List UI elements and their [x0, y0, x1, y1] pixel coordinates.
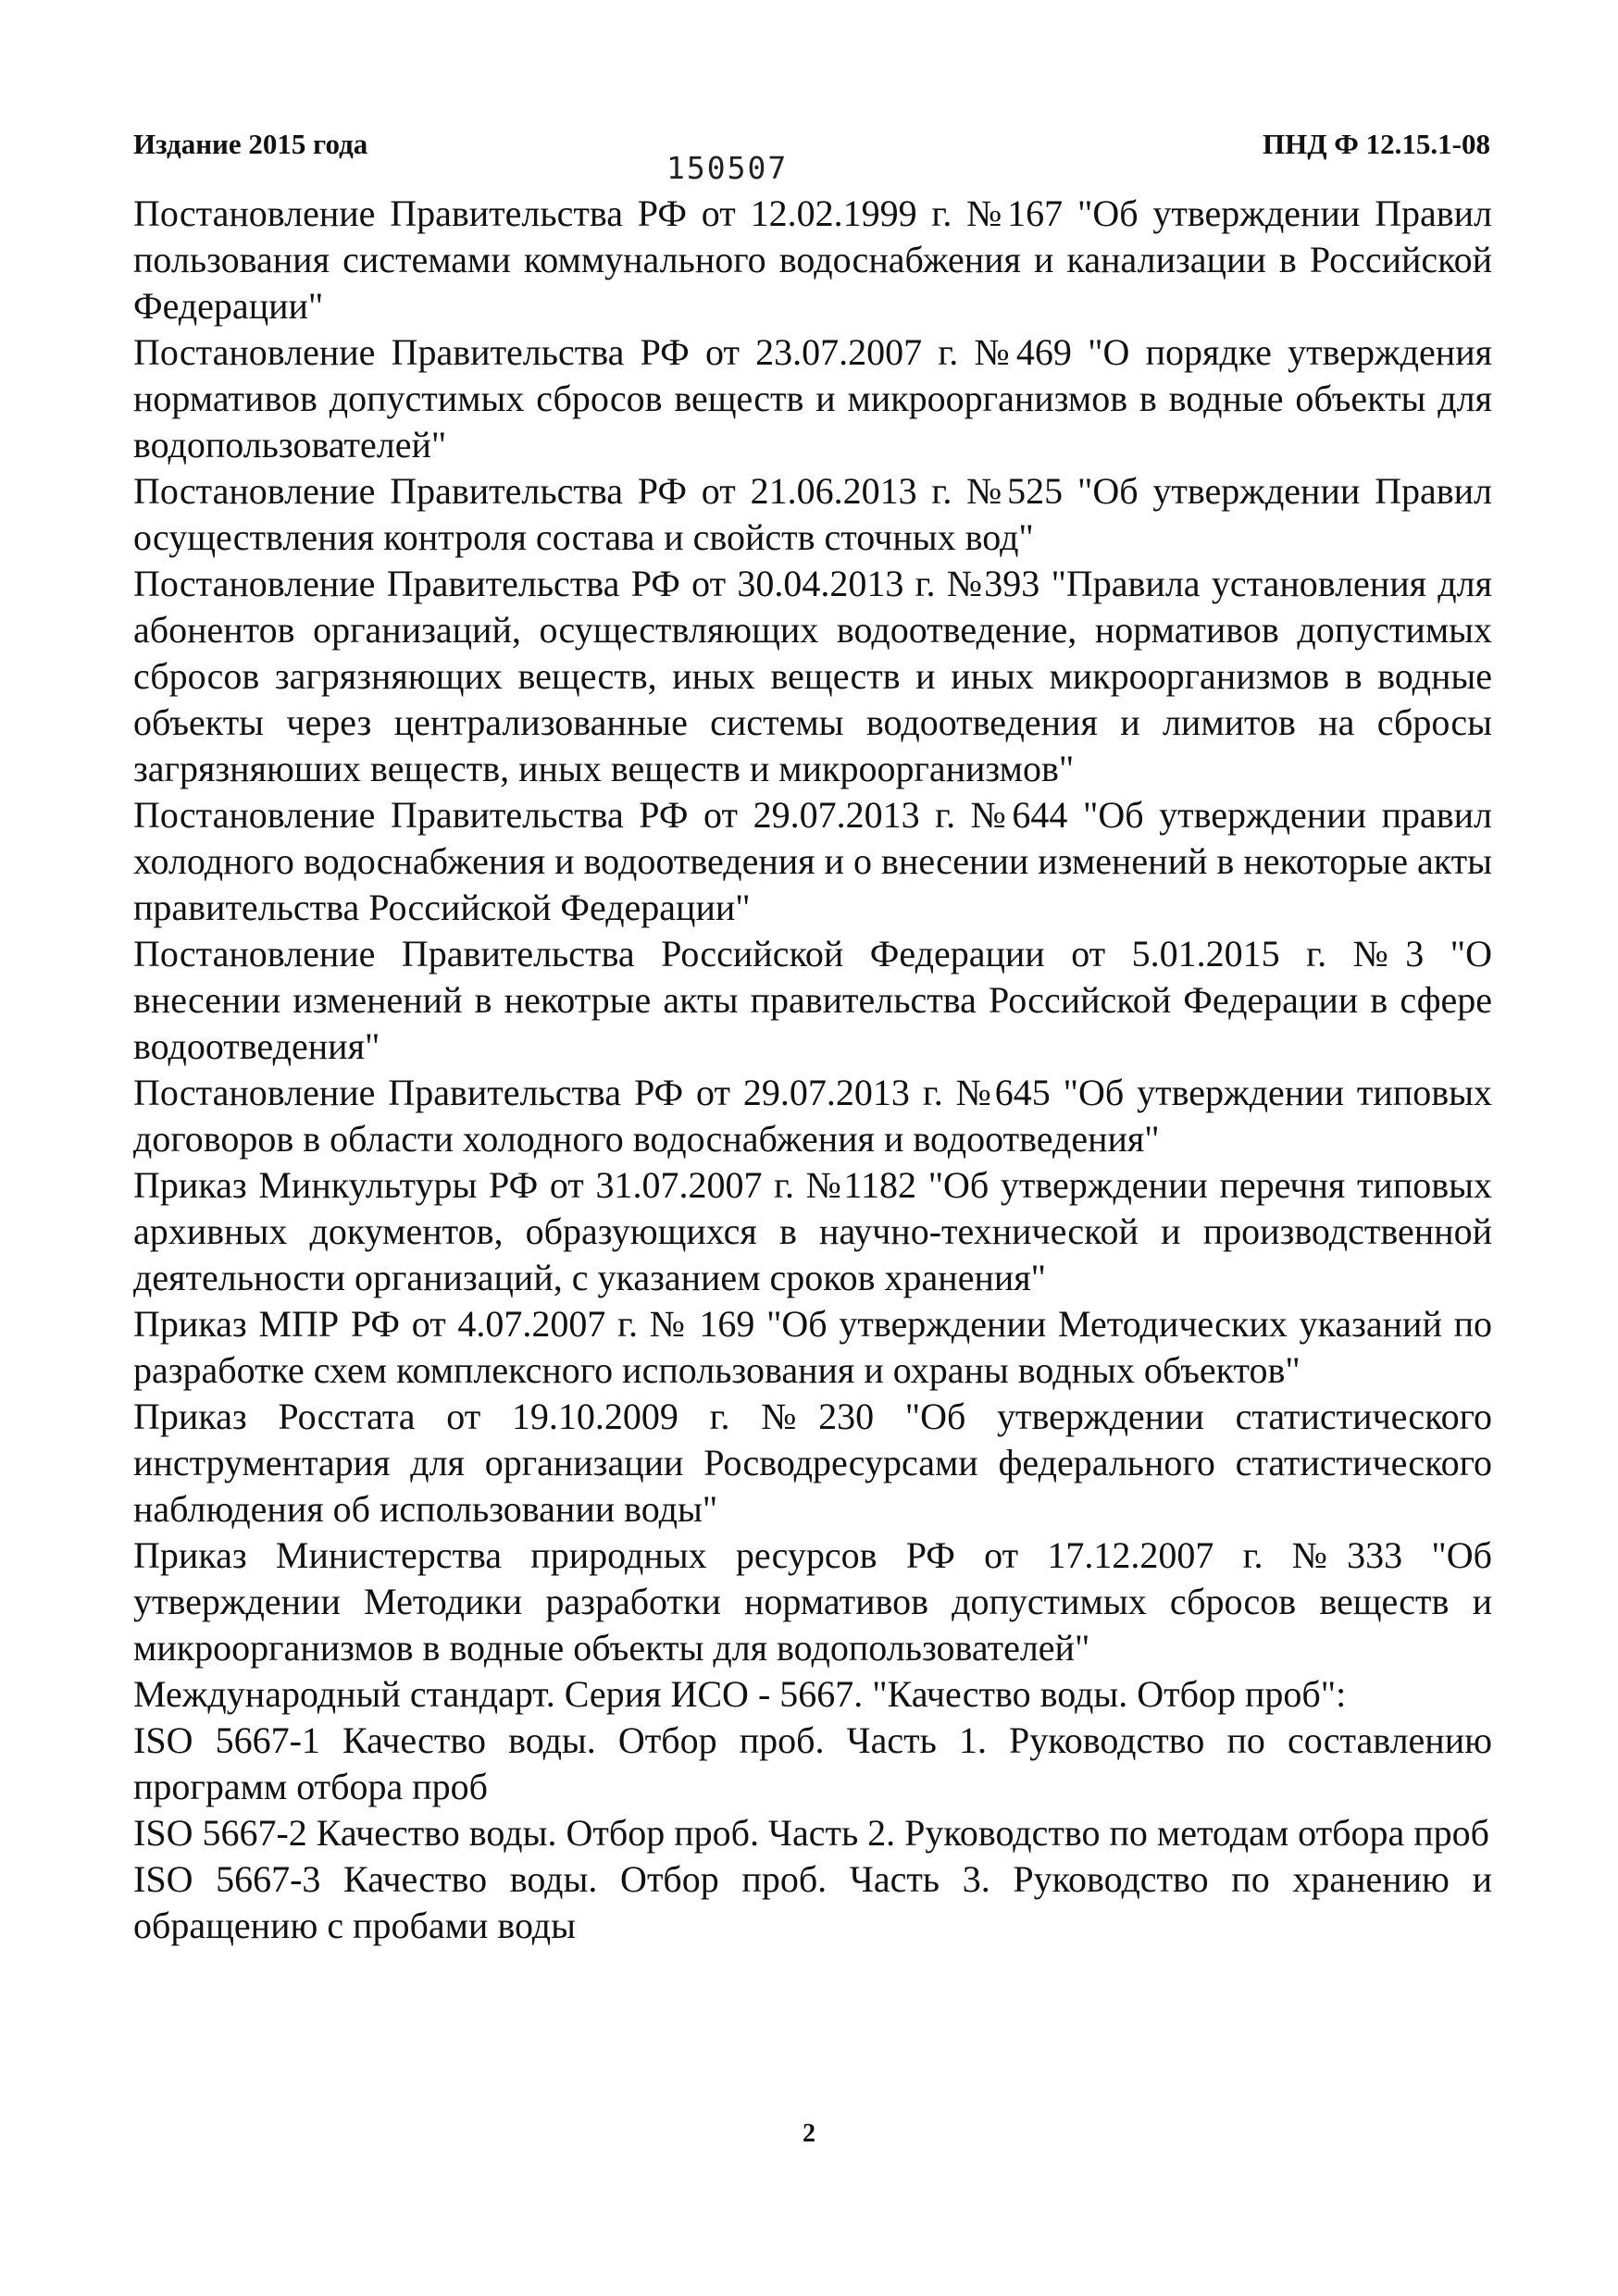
reference-item: Постановление Правительства РФ от 29.07.2013 г. №644 "Об утверждении правил холодного водоснабжения и водоотведения и о внесении изменений в некоторые акты правительства Российской Федерации" — [133, 794, 1492, 928]
references-list — [133, 191, 1492, 1949]
reference-item: ISO 5667-1 Качество воды. Отбор проб. Часть 1. Руководство по составлению программ отбора проб — [133, 1719, 1492, 1807]
page-number: 2 — [803, 2119, 815, 2148]
reference-item: Постановление Правительства РФ от 23.07.2007 г. №469 "О порядке утверждения нормативов допустимых сбросов веществ и микроорганизмов в водные объекты для водопользователей" — [133, 331, 1492, 465]
reference-item: Приказ МПР РФ от 4.07.2007 г. № 169 "Об утверждении Методических указаний по разработке схем комплексного использования и охраны водных объектов" — [133, 1303, 1492, 1391]
edition-label: Издание 2015 года — [133, 128, 368, 160]
reference-item: ISO 5667-2 Качество воды. Отбор проб. Часть 2. Руководство по методам отбора проб — [133, 1812, 1489, 1854]
reference-item: ISO 5667-3 Качество воды. Отбор проб. Часть 3. Руководство по хранению и обращению с пробами воды — [133, 1858, 1492, 1946]
page-header — [133, 128, 1490, 174]
registration-stamp: 150507 — [666, 150, 789, 186]
reference-item: Международный стандарт. Серия ИСО - 5667. "Качество воды. Отбор проб": — [133, 1673, 1347, 1715]
reference-item: Постановление Правительства РФ от 29.07.2013 г. №645 "Об утверждении типовых договоров в области холодного водоснабжения и водоотведения" — [133, 1072, 1492, 1160]
reference-item: Приказ Минкультуры РФ от 31.07.2007 г. №1182 "Об утверждении перечня типовых архивных документов, образующихся в научно-технической и производственной деятельности организаций, с указанием сроков хранения" — [133, 1164, 1492, 1298]
reference-item: Приказ Росстата от 19.10.2009 г. №230 "Об утверждении статистического инструментария для организации Росводресурсами федерального статистического наблюдения об использовании воды" — [133, 1396, 1492, 1530]
reference-item: Приказ Министерства природных ресурсов РФ от 17.12.2007 г. №333 "Об утверждении Методики разработки нормативов допустимых сбросов веществ и микроорганизмов в водные объекты для водопользователей" — [133, 1534, 1492, 1669]
reference-item: Постановление Правительства РФ от 21.06.2013 г. №525 "Об утверждении Правил осуществления контроля состава и свойств сточных вод" — [133, 470, 1492, 558]
document-code: ПНД Ф 12.15.1-08 — [1262, 128, 1490, 160]
reference-item: Постановление Правительства Российской Федерации от 5.01.2015 г. №3 "О внесении изменений в некотрые акты правительства Российской Федерации в сфере водоотведения" — [133, 933, 1492, 1067]
reference-item: Постановление Правительства РФ от 30.04.2013 г. №393 "Правила установления для абонентов организаций, осуществляющих водоотведение, нормативов допустимых сбросов загрязняющих веществ, иных веществ и иных микроорганизмов в водные объекты через централизованные системы водоотведения и лимитов на сбросы загрязняюших веществ, иных веществ и микроорганизмов" — [133, 563, 1492, 789]
reference-item: Постановление Правительства РФ от 12.02.1999 г. №167 "Об утверждении Правил пользования системами коммунального водоснабжения и канализации в Российской Федерации" — [133, 192, 1492, 327]
